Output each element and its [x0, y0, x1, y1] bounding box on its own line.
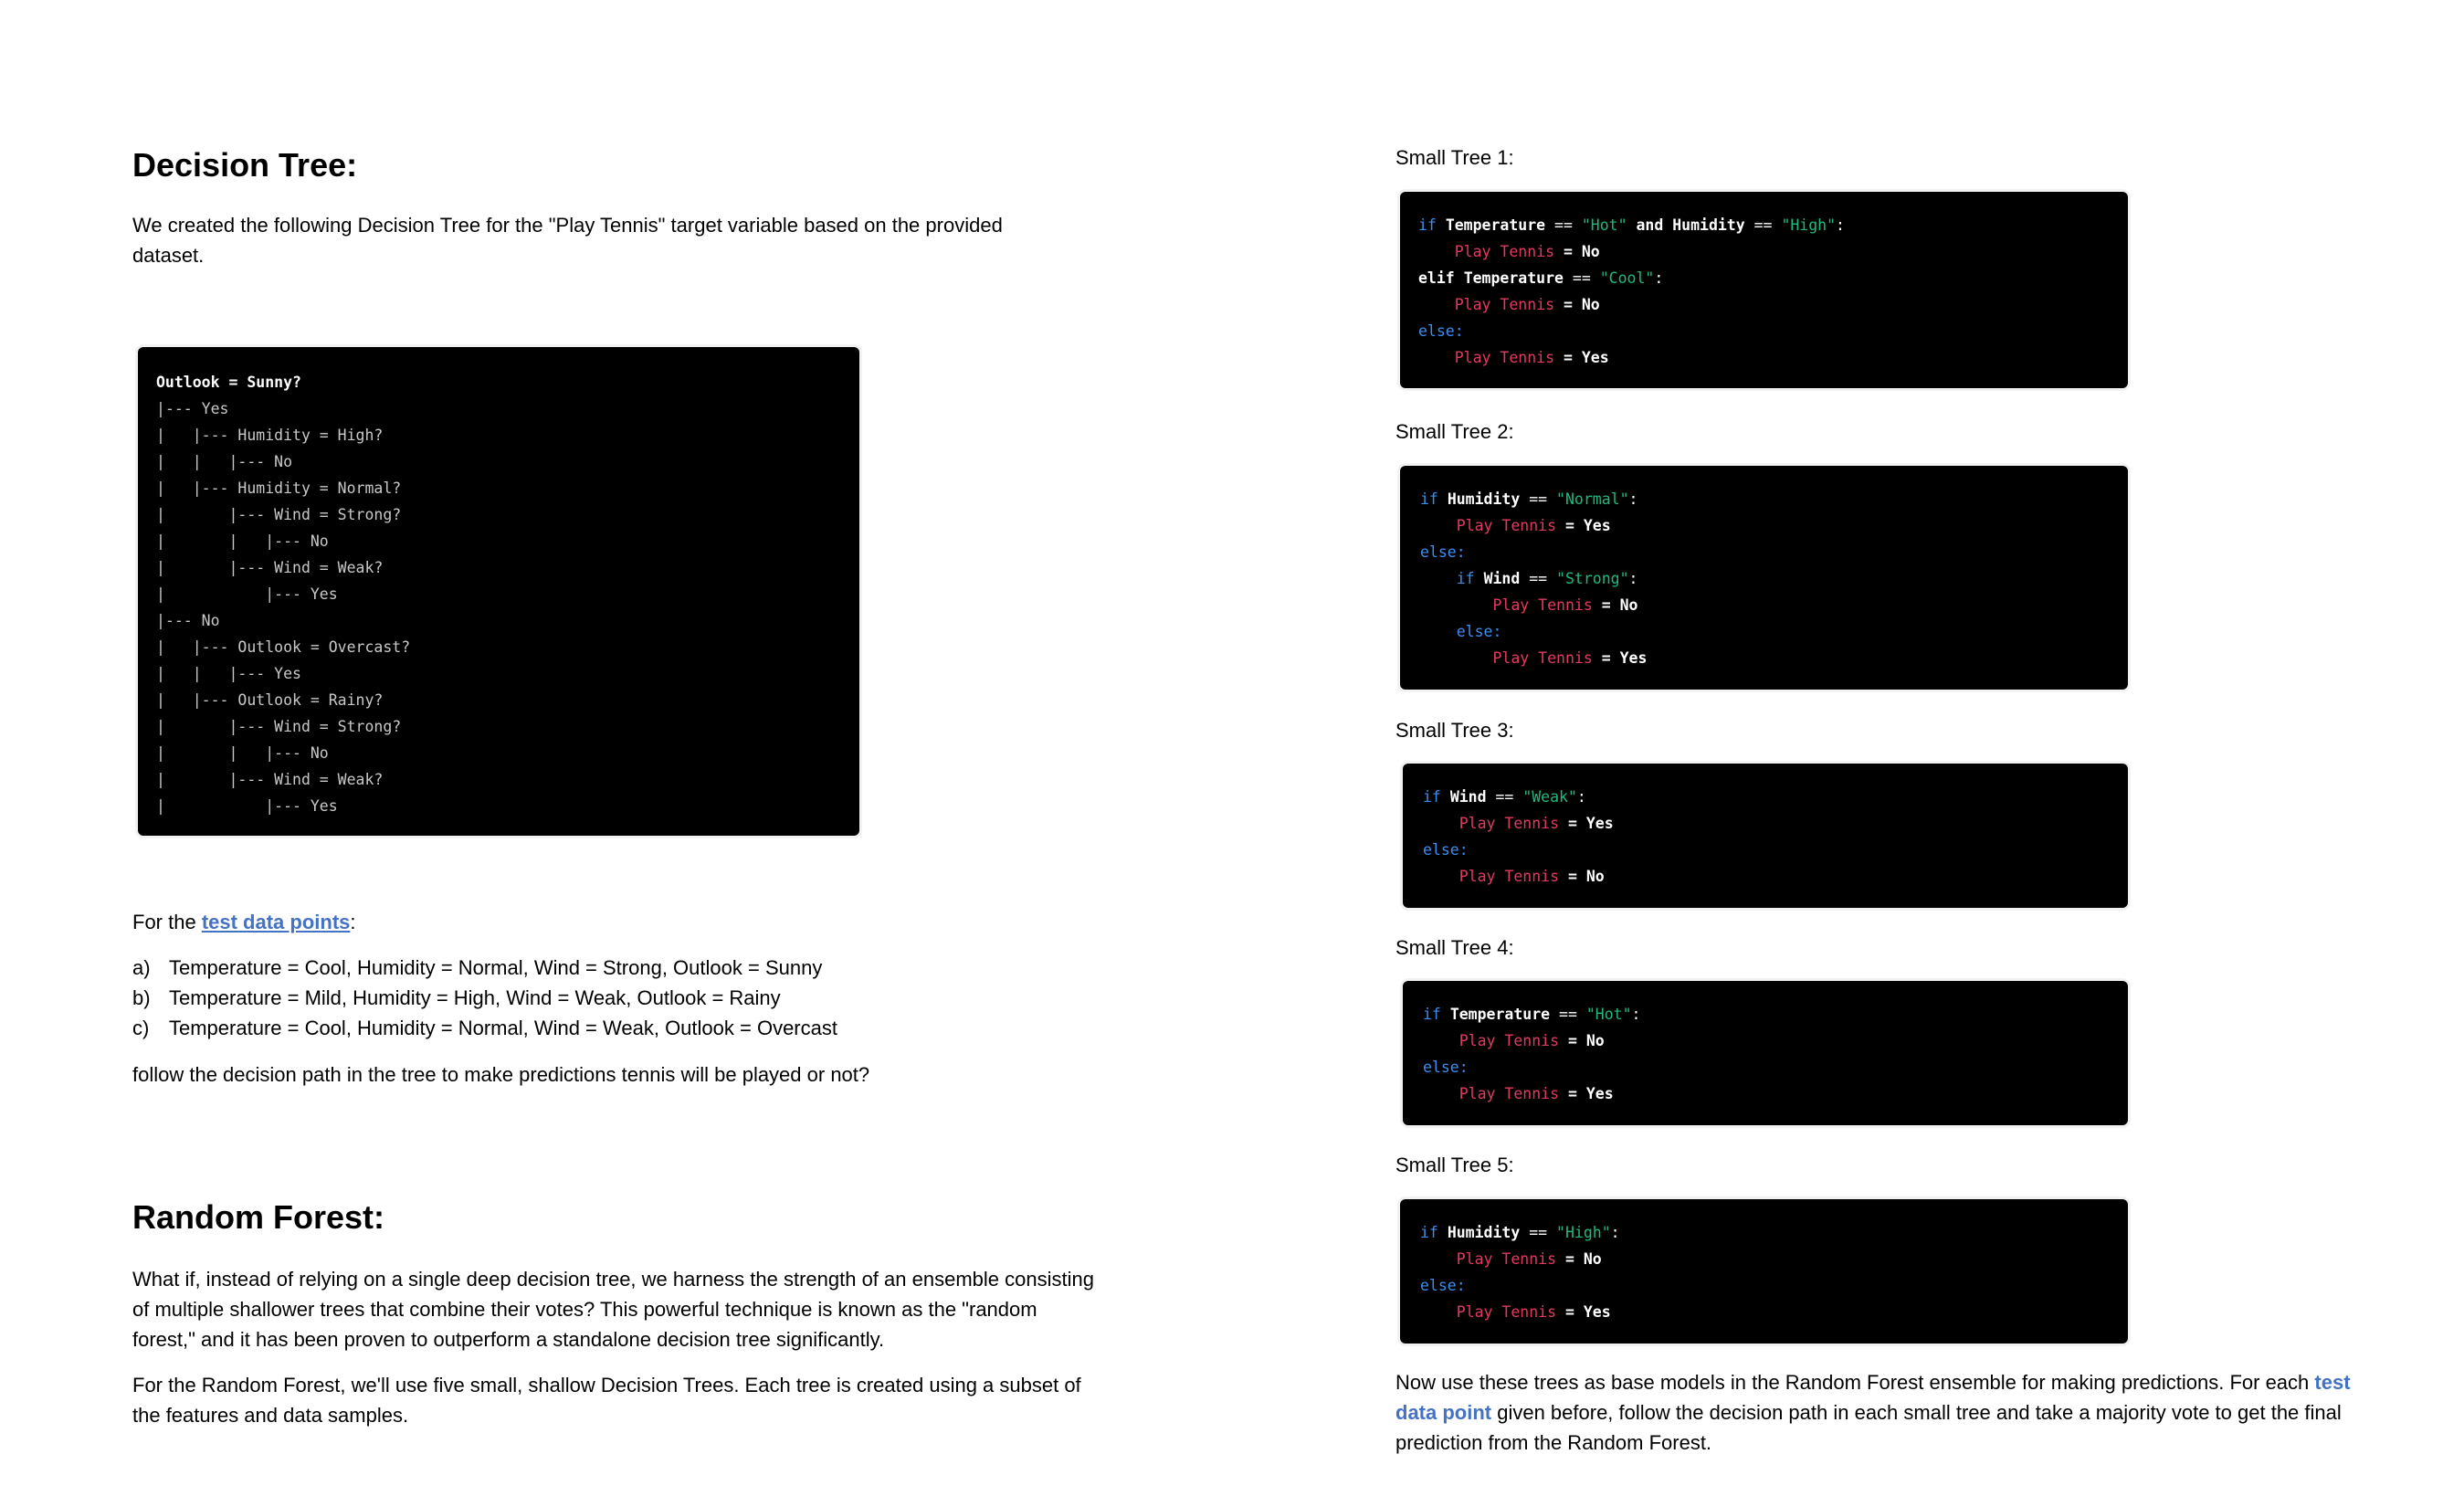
kw-if: if	[1423, 1006, 1441, 1023]
kw-if: if	[1418, 216, 1437, 234]
small-tree-1-code	[1400, 192, 2128, 388]
var-play-tennis: Play Tennis	[1492, 596, 1593, 614]
str-cool: "Cool"	[1599, 269, 1655, 287]
small-tree-1-label: Small Tree 1:	[1395, 146, 1514, 169]
kw-else: else:	[1418, 322, 1464, 340]
tree-line: | |--- Wind = Weak?	[156, 559, 384, 576]
kw-if: if	[1423, 788, 1441, 806]
tree-line: | | |--- Yes	[156, 665, 301, 682]
test-data-points-link[interactable]: test data points	[201, 911, 351, 933]
tree-line: | |--- Wind = Weak?	[156, 771, 384, 788]
kw-if: if	[1420, 490, 1438, 508]
var-play-tennis: Play Tennis	[1458, 815, 1560, 832]
var-humidity: Humidity	[1672, 216, 1745, 234]
closing-prefix: Now use these trees as base models in the Random Forest ensemble for making predictions. For each	[1395, 1371, 2315, 1394]
tree-line: | |--- Yes	[156, 585, 338, 603]
test-points-intro	[132, 907, 356, 937]
random-forest-heading: Random Forest:	[132, 1198, 385, 1236]
op-eq: ==	[1495, 788, 1514, 806]
list-item	[132, 983, 837, 1013]
var-play-tennis: Play Tennis	[1458, 868, 1560, 885]
small-tree-2-code	[1400, 466, 2128, 690]
tree-line: |--- No	[156, 612, 220, 629]
var-play-tennis: Play Tennis	[1456, 1303, 1557, 1321]
colon: :	[1576, 788, 1586, 806]
assign-yes: = Yes	[1563, 349, 1609, 366]
decision-tree-text	[156, 369, 859, 819]
str-normal: "Normal"	[1556, 490, 1629, 508]
colon-text: :	[350, 911, 356, 933]
assign-yes: = Yes	[1601, 649, 1648, 667]
colon: :	[1836, 216, 1845, 234]
var-play-tennis: Play Tennis	[1458, 1085, 1560, 1102]
op-eq: ==	[1529, 570, 1548, 587]
op-eq: ==	[1529, 1224, 1548, 1241]
str-weak: "Weak"	[1522, 788, 1577, 806]
assign-yes: = Yes	[1564, 517, 1611, 534]
var-play-tennis: Play Tennis	[1456, 517, 1557, 534]
right-page	[1232, 0, 2464, 1507]
colon: :	[1610, 1224, 1620, 1241]
kw-if: if	[1420, 1224, 1438, 1241]
var-play-tennis: Play Tennis	[1458, 1032, 1560, 1049]
tree-line: | |--- Outlook = Rainy?	[156, 691, 384, 709]
random-forest-para-2: For the Random Forest, we'll use five small, shallow Decision Trees. Each tree is created using a subset of the features and data samples.	[132, 1374, 1081, 1427]
var-play-tennis: Play Tennis	[1456, 1250, 1557, 1268]
var-humidity: Humidity	[1447, 490, 1521, 508]
assign-no: = No	[1564, 1250, 1602, 1268]
colon: :	[1654, 269, 1664, 287]
small-tree-4-label: Small Tree 4:	[1395, 936, 1514, 959]
closing-suffix: given before, follow the decision path in each small tree and take a majority vote to get the final prediction from the Random Forest.	[1395, 1401, 2342, 1454]
str-strong: "Strong"	[1556, 570, 1629, 587]
var-wind: Wind	[1483, 570, 1521, 587]
var-humidity: Humidity	[1447, 1224, 1521, 1241]
decision-tree-intro: We created the following Decision Tree for the "Play Tennis" target variable based on the provided dataset.	[132, 214, 1003, 267]
small-tree-5-code	[1400, 1199, 2128, 1344]
kw-if: if	[1456, 570, 1475, 587]
var-play-tennis: Play Tennis	[1492, 649, 1593, 667]
kw-else: else:	[1420, 1277, 1466, 1294]
small-tree-2-label: Small Tree 2:	[1395, 420, 1514, 443]
list-item-text: Temperature = Mild, Humidity = High, Wind = Weak, Outlook = Rainy	[169, 986, 781, 1009]
list-item	[132, 1013, 837, 1043]
tree-line: | |--- Humidity = High?	[156, 427, 384, 444]
small-tree-4-code	[1403, 981, 2128, 1125]
tree-line: |--- Yes	[156, 400, 229, 417]
tree-root-line: Outlook = Sunny?	[156, 374, 301, 391]
var-play-tennis: Play Tennis	[1454, 296, 1555, 313]
tree-line: | |--- Humidity = Normal?	[156, 480, 402, 497]
kw-else: else:	[1456, 623, 1502, 640]
assign-yes: = Yes	[1567, 1085, 1614, 1102]
list-marker: b)	[132, 986, 151, 1009]
var-temperature: Temperature	[1445, 216, 1546, 234]
colon: :	[1628, 570, 1638, 587]
op-eq: ==	[1559, 1006, 1577, 1023]
kw-elif: elif	[1418, 269, 1455, 287]
op-eq: ==	[1753, 216, 1773, 234]
var-play-tennis: Play Tennis	[1454, 243, 1555, 260]
test-points-list	[132, 953, 837, 1043]
tree-line: | |--- Wind = Strong?	[156, 506, 402, 523]
tree-line: | | |--- No	[156, 453, 293, 470]
assign-yes: = Yes	[1564, 1303, 1611, 1321]
op-eq: ==	[1554, 216, 1573, 234]
tree-line: | | |--- No	[156, 744, 329, 762]
small-tree-5-label: Small Tree 5:	[1395, 1154, 1514, 1176]
small-tree-3-code	[1403, 764, 2128, 908]
decision-tree-code-block	[138, 347, 859, 836]
kw-and: and	[1636, 216, 1664, 234]
assign-no: = No	[1563, 243, 1600, 260]
op-eq: ==	[1529, 490, 1548, 508]
colon: :	[1628, 490, 1638, 508]
tree-line: | |--- Outlook = Overcast?	[156, 638, 411, 656]
list-item-text: Temperature = Cool, Humidity = Normal, Wind = Weak, Outlook = Overcast	[169, 1017, 837, 1039]
colon: :	[1631, 1006, 1641, 1023]
str-high: "High"	[1556, 1224, 1611, 1241]
list-marker: c)	[132, 1017, 150, 1039]
str-high: "High"	[1781, 216, 1837, 234]
assign-no: = No	[1601, 596, 1638, 614]
assign-no: = No	[1567, 1032, 1605, 1049]
tree-line: | | |--- No	[156, 532, 329, 550]
for-the-text: For the	[132, 911, 202, 933]
small-tree-3-label: Small Tree 3:	[1395, 719, 1514, 742]
assign-yes: = Yes	[1567, 815, 1614, 832]
assign-no: = No	[1563, 296, 1600, 313]
closing-paragraph	[1395, 1367, 2364, 1458]
var-play-tennis: Play Tennis	[1454, 349, 1555, 366]
kw-else: else:	[1423, 841, 1469, 859]
tree-line: | |--- Yes	[156, 797, 338, 815]
list-marker: a)	[132, 956, 151, 979]
list-item-text: Temperature = Cool, Humidity = Normal, Wind = Strong, Outlook = Sunny	[169, 956, 823, 979]
str-hot: "Hot"	[1581, 216, 1627, 234]
follow-instructions: follow the decision path in the tree to make predictions tennis will be played or not?	[132, 1063, 870, 1086]
op-eq: ==	[1572, 269, 1591, 287]
var-temperature: Temperature	[1463, 269, 1564, 287]
var-temperature: Temperature	[1449, 1006, 1551, 1023]
assign-no: = No	[1567, 868, 1605, 885]
random-forest-para-1: What if, instead of relying on a single deep decision tree, we harness the strength of an ensemble consisting of multiple shallower trees that combine their votes? This powerful technique is known as the "random forest," and it has been proven to outperform a standalone decision tree significantly.	[132, 1268, 1094, 1351]
test-data-point-link[interactable]: test data point	[1395, 1371, 2351, 1424]
str-hot: "Hot"	[1585, 1006, 1632, 1023]
decision-tree-heading: Decision Tree:	[132, 146, 358, 184]
kw-else: else:	[1423, 1059, 1469, 1076]
kw-else: else:	[1420, 543, 1466, 561]
list-item	[132, 953, 837, 983]
tree-line: | |--- Wind = Strong?	[156, 718, 402, 735]
var-wind: Wind	[1449, 788, 1487, 806]
